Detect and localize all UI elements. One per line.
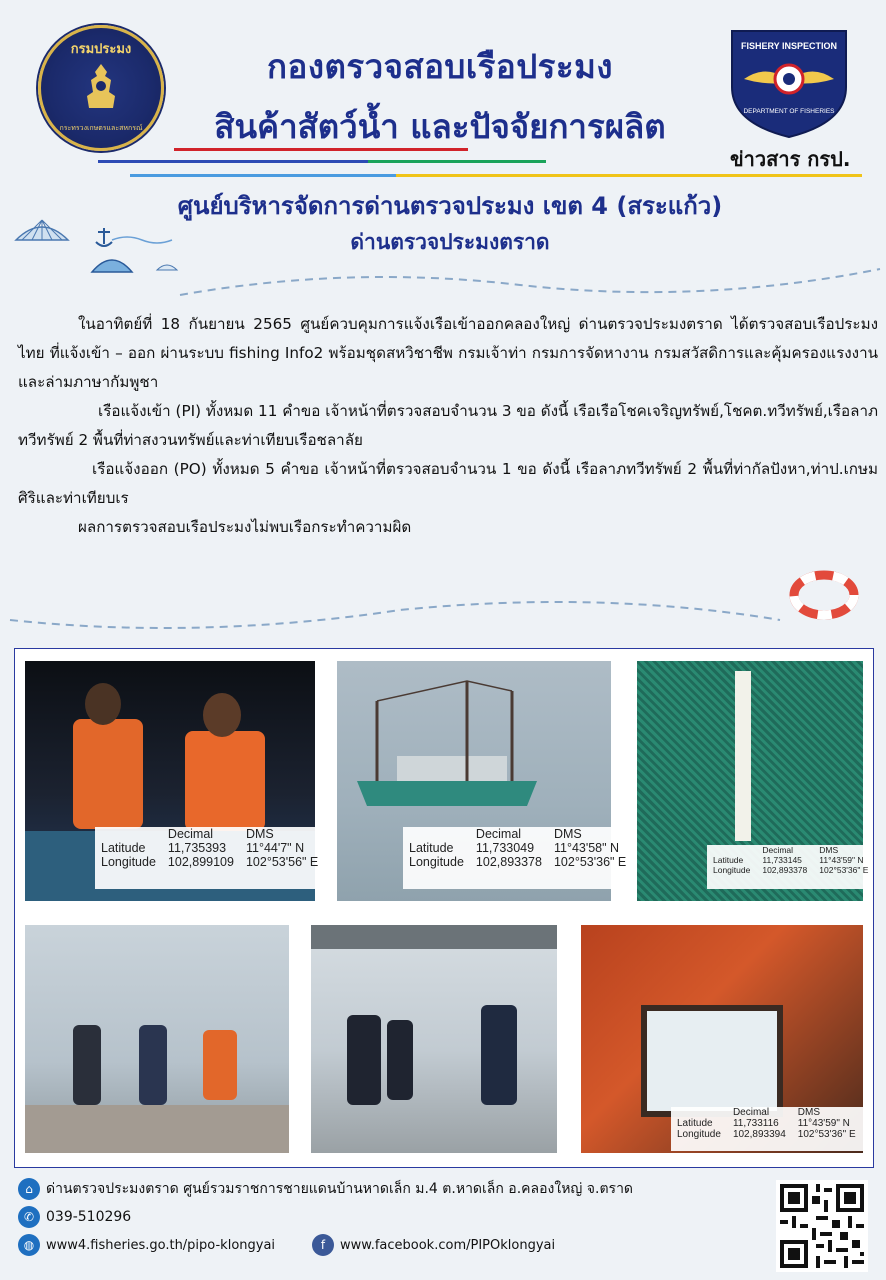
- footer-phone-row: [18, 1206, 131, 1228]
- home-icon: ⌂: [18, 1178, 40, 1200]
- coord-lat-label: Latitude: [409, 841, 454, 855]
- dashed-wave-top: [0, 255, 886, 315]
- badge-top-text: FISHERY INSPECTION: [740, 41, 838, 51]
- coord-header-dms: DMS: [797, 1107, 821, 1118]
- coord-lon-label: Longitude: [409, 855, 464, 869]
- coord-lat-dms: 11°43'59" N: [819, 855, 864, 865]
- coord-lon-dms: 102°53'36" E: [819, 865, 869, 875]
- footer-address: ด่านตรวจประมงตราด ศูนย์รวมราชการชายแดนบ้านหาดเล็ก ม.4 ต.หาดเล็ก อ.คลองใหญ่ จ.ตราด: [46, 1181, 634, 1197]
- center-title: ศูนย์บริหารจัดการด่านตรวจประมง เขต 4 (สระแก้ว): [177, 192, 723, 220]
- coord-lat-decimal: 11,733116: [732, 1118, 779, 1129]
- footer-address-row: [18, 1178, 633, 1200]
- footer-facebook[interactable]: www.facebook.com/PIPOklongyai: [340, 1237, 556, 1253]
- page-title-line2: สินค้าสัตว์น้ำ และปัจจัยการผลิต: [214, 107, 666, 146]
- deco-line-blue: [98, 160, 368, 163]
- coord-lon-dms: 102°53'56" E: [245, 855, 319, 869]
- paragraph-3: เรือแจ้งออก (PO) ทั้งหมด 5 คำขอ เจ้าหน้าที่ตรวจสอบจำนวน 1 ขอ ดังนี้ เรือลาภทวีทรัพย์ 2 พื้นที่ท่ากัลปังหา,ท่าป.เกษมศิริและท่าเทียบเร: [18, 460, 878, 507]
- gps-coord-box-4: [671, 1107, 863, 1151]
- coord-lat-label: Latitude: [101, 841, 146, 855]
- coord-header-dms: DMS: [553, 827, 582, 841]
- coord-lon-decimal: 102,893378: [475, 855, 542, 869]
- photo-pier-officers: [25, 925, 289, 1153]
- paragraph-4: ผลการตรวจสอบเรือประมงไม่พบเรือกระทำความผิด: [78, 518, 412, 536]
- footer-website[interactable]: www4.fisheries.go.th/pipo-klongyai: [46, 1237, 276, 1253]
- coord-lat-dms: 11°43'58" N: [553, 841, 620, 855]
- logo-ring-bottom-text: กระทรวงเกษตรและสหกรณ์: [59, 124, 143, 132]
- qr-code-icon: [776, 1180, 868, 1272]
- gps-coord-box-2: [403, 827, 627, 889]
- coord-lat-dms: 11°44'7" N: [245, 841, 305, 855]
- phone-icon: ✆: [18, 1206, 40, 1228]
- coord-lon-dms: 102°53'36" E: [553, 855, 627, 869]
- coord-lat-label: Latitude: [713, 855, 744, 865]
- photo-jetty-team: [311, 925, 557, 1153]
- coord-lon-label: Longitude: [101, 855, 156, 869]
- coord-header-decimal: Decimal: [762, 845, 794, 855]
- coord-header-decimal: Decimal: [475, 827, 522, 841]
- facebook-icon: f: [312, 1234, 334, 1256]
- coord-header-decimal: Decimal: [732, 1107, 770, 1118]
- sub-title: ด่านตรวจประมงตราด: [350, 230, 550, 254]
- footer-web-row: [18, 1234, 275, 1256]
- deco-line-green: [368, 160, 546, 163]
- coord-lon-dms: 102°53'36" E: [797, 1129, 856, 1140]
- coord-header-dms: DMS: [245, 827, 274, 841]
- coord-lat-label: Latitude: [677, 1118, 713, 1129]
- boat-illustration-icon: [337, 661, 611, 821]
- dashed-wave-bottom: [0, 590, 886, 640]
- coord-lon-decimal: 102,893394: [732, 1129, 786, 1140]
- coord-lat-dms: 11°43'59" N: [797, 1118, 850, 1129]
- paragraph-1: ในอาทิตย์ที่ 18 กันยายน 2565 ศูนย์ควบคุมการแจ้งเรือเข้าออกคลองใหญ่ ด่านตรวจประมงตราด ได้ตรวจสอบเรือประมงไทย ที่แจ้งเข้า – ออก ผ่านระบบ fishing Info2 พร้อมชุดสหวิชาชีพ กรมเจ้าท่า กรมการจัดหางาน กรมสวัสดิการและคุ้มครองแรงงาน และล่ามภาษากัมพูชา: [18, 315, 878, 391]
- news-body: [18, 310, 878, 542]
- coord-lat-decimal: 11,735393: [167, 841, 227, 855]
- page-title-line1: กองตรวจสอบเรือประมง: [267, 47, 613, 86]
- badge-bottom-text: DEPARTMENT OF FISHERIES: [743, 108, 835, 115]
- logo-ring-top-text: กรมประมง: [70, 42, 132, 57]
- coord-lon-decimal: 102,893378: [762, 865, 808, 875]
- coord-header-decimal: Decimal: [167, 827, 214, 841]
- paragraph-2: เรือแจ้งเข้า (PI) ทั้งหมด 11 คำขอ เจ้าหน้าที่ตรวจสอบจำนวน 3 ขอ ดังนี้ เรือเรือโชคเจริญทรัพย์,โชคต.ทวีทรัพย์,เรือลาภทวีทรัพย์ 2 พื้นที่ท่าสงวนทรัพย์และท่าเทียบเรือชลาลัย: [18, 402, 878, 449]
- lifebuoy-icon: [788, 565, 860, 623]
- footer-phone: 039-510296: [46, 1209, 132, 1225]
- department-of-fisheries-logo: [38, 25, 164, 151]
- deco-line-blue-2: [130, 174, 396, 177]
- footer-facebook-row: [312, 1234, 555, 1256]
- coord-lon-decimal: 102,899109: [167, 855, 234, 869]
- emblem-icon: [79, 62, 123, 112]
- coord-lat-decimal: 11,733049: [475, 841, 535, 855]
- coord-lon-label: Longitude: [713, 865, 751, 875]
- photo-panel: [14, 648, 874, 1168]
- news-label: ข่าวสาร กรป.: [730, 147, 851, 171]
- globe-icon: ◍: [18, 1234, 40, 1256]
- coord-header-dms: DMS: [819, 845, 839, 855]
- coord-lon-label: Longitude: [677, 1129, 721, 1140]
- fishery-inspection-badge-icon: [724, 27, 854, 139]
- gps-coord-box-3: [707, 845, 869, 889]
- coord-lat-decimal: 11,733145: [762, 855, 802, 865]
- gps-coord-box-1: [95, 827, 319, 889]
